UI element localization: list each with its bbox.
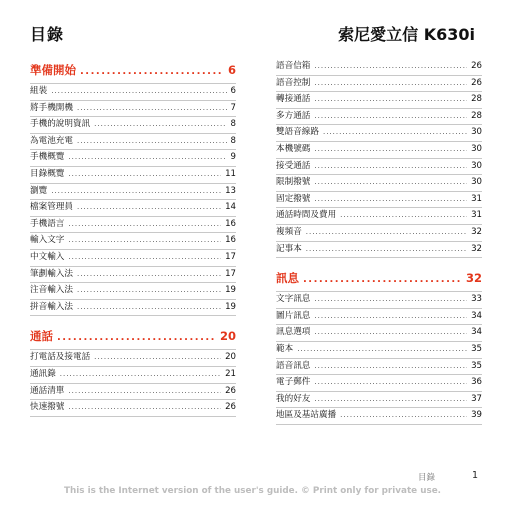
dot-leader <box>303 269 462 291</box>
toc-entry[interactable] <box>30 200 236 217</box>
entry-title: 中文輸入 <box>30 251 65 262</box>
dot-leader <box>306 225 467 241</box>
toc-entry[interactable] <box>276 159 482 176</box>
page-number: 26 <box>225 385 236 396</box>
dot-leader <box>314 325 467 341</box>
toc-entry[interactable] <box>30 400 236 417</box>
entry-title: 為電池充電 <box>30 135 73 146</box>
page-number: 7 <box>230 102 236 113</box>
page-number: 8 <box>230 119 236 130</box>
entry-title: 接受通話 <box>276 160 311 171</box>
dot-leader <box>68 384 221 400</box>
page-number: 39 <box>471 410 482 421</box>
entry-title: 雙語音線路 <box>276 127 319 138</box>
toc-entry[interactable] <box>276 142 482 159</box>
chapter-title: 通話 <box>30 329 53 344</box>
toc-entry[interactable] <box>276 208 482 225</box>
dot-leader <box>306 242 467 258</box>
toc-chapter-heading[interactable] <box>276 267 482 292</box>
entry-title: 圖片訊息 <box>276 310 311 321</box>
page-number: 6 <box>227 63 236 77</box>
toc-entry[interactable] <box>276 76 482 93</box>
entry-title: 筆劃輸入法 <box>30 268 73 279</box>
dot-leader <box>68 400 221 416</box>
dot-leader <box>94 350 221 366</box>
section-spacer <box>30 316 236 325</box>
toc-entry[interactable] <box>30 367 236 384</box>
dot-leader <box>77 134 227 150</box>
dot-leader <box>68 150 226 166</box>
entry-title: 記事本 <box>276 243 302 254</box>
page-number: 30 <box>471 177 482 188</box>
toc-entry[interactable] <box>30 184 236 201</box>
page-number: 11 <box>225 168 236 179</box>
dot-leader <box>314 159 467 175</box>
page-number: 20 <box>225 352 236 363</box>
entry-title: 轉接通話 <box>276 94 311 105</box>
toc-entry[interactable] <box>276 325 482 342</box>
entry-title: 語音信箱 <box>276 61 311 71</box>
entry-title: 限制撥號 <box>276 177 311 188</box>
page-number: 26 <box>225 402 236 413</box>
page-number: 26 <box>471 77 482 88</box>
entry-title: 手機的說明資訊 <box>30 119 91 130</box>
toc-entry[interactable] <box>276 125 482 142</box>
toc-entry[interactable] <box>30 167 236 184</box>
section-spacer <box>276 258 482 267</box>
toc-entry[interactable] <box>30 384 236 401</box>
toc-entry[interactable] <box>30 134 236 151</box>
toc-entry[interactable] <box>30 101 236 118</box>
entry-title: 手機概覽 <box>30 152 65 163</box>
page-number: 6 <box>230 86 236 96</box>
page-number: 32 <box>471 243 482 254</box>
toc-entry[interactable] <box>30 117 236 134</box>
page-number: 16 <box>225 235 236 246</box>
page-title: 目錄 <box>30 25 65 44</box>
dot-leader <box>77 267 221 283</box>
page-number: 16 <box>225 218 236 229</box>
toc-entry[interactable] <box>276 342 482 359</box>
dot-leader <box>51 184 221 200</box>
toc-entry[interactable] <box>276 392 482 409</box>
page-number: 31 <box>471 210 482 221</box>
page-number: 34 <box>471 327 482 338</box>
dot-leader <box>314 392 467 408</box>
dot-leader <box>68 250 221 266</box>
entry-title: 拼音輸入法 <box>30 301 73 312</box>
page-number: 30 <box>471 143 482 154</box>
page-number: 37 <box>471 393 482 404</box>
page-number: 28 <box>471 94 482 105</box>
dot-leader <box>51 84 226 100</box>
page-number: 14 <box>225 202 236 213</box>
page-number: 21 <box>225 368 236 379</box>
footer-page-number: 1 <box>472 470 479 481</box>
toc-chapter-heading[interactable] <box>30 59 236 84</box>
dot-leader <box>68 233 221 249</box>
entry-title: 快速撥號 <box>30 402 65 413</box>
entry-title: 檔案管理員 <box>30 202 73 213</box>
dot-leader <box>314 359 467 375</box>
page-number: 30 <box>471 160 482 171</box>
toc-entry[interactable] <box>30 150 236 167</box>
page-number: 8 <box>230 135 236 146</box>
entry-title: 本機號碼 <box>276 143 311 154</box>
dot-leader <box>68 167 221 183</box>
dot-leader <box>57 327 216 349</box>
dot-leader <box>314 142 467 158</box>
toc-entry[interactable] <box>30 84 236 101</box>
dot-leader <box>80 61 224 83</box>
entry-title: 手機語言 <box>30 218 65 229</box>
dot-leader <box>314 59 467 75</box>
page-number: 34 <box>471 310 482 321</box>
entry-title: 打電話及接電話 <box>30 352 91 363</box>
entry-title: 固定撥號 <box>276 193 311 204</box>
watermark-text: This is the Internet version of the user's guide. © Print only for private use. <box>64 486 441 496</box>
toc-entry[interactable] <box>276 309 482 326</box>
toc-entry[interactable] <box>30 350 236 367</box>
page-number: 19 <box>225 285 236 296</box>
toc-entry[interactable] <box>276 359 482 376</box>
toc-entry[interactable] <box>276 375 482 392</box>
entry-title: 訊息選項 <box>276 327 311 338</box>
entry-title: 語音控制 <box>276 77 311 88</box>
dot-leader <box>77 101 227 117</box>
entry-title: 複頻音 <box>276 226 302 237</box>
chapter-title: 準備開始 <box>30 63 76 77</box>
entry-title: 將手機開機 <box>30 102 73 113</box>
page-number: 26 <box>471 61 482 71</box>
toc-right-column <box>276 59 482 425</box>
dot-leader <box>314 76 467 92</box>
toc-entry[interactable] <box>30 267 236 284</box>
product-title: 索尼愛立信 K630i <box>338 25 475 44</box>
dot-leader <box>340 408 467 424</box>
dot-leader <box>314 292 467 308</box>
dot-leader <box>77 283 221 299</box>
toc-entry[interactable] <box>276 92 482 109</box>
entry-title: 組裝 <box>30 86 48 96</box>
dot-leader <box>68 217 221 233</box>
dot-leader <box>60 367 221 383</box>
dot-leader <box>77 300 221 316</box>
toc-entry[interactable] <box>30 300 236 317</box>
entry-title: 通訊錄 <box>30 368 56 379</box>
toc-entry[interactable] <box>30 217 236 234</box>
page-number: 32 <box>465 271 482 286</box>
toc-entry[interactable] <box>276 192 482 209</box>
entry-title: 語音訊息 <box>276 360 311 371</box>
entry-title: 多方通話 <box>276 110 311 121</box>
page-number: 19 <box>225 301 236 312</box>
entry-title: 範本 <box>276 343 294 354</box>
entry-title: 我的好友 <box>276 393 311 404</box>
page-number: 9 <box>230 152 236 163</box>
chapter-title: 訊息 <box>276 271 299 286</box>
entry-title: 目錄概覽 <box>30 168 65 179</box>
toc-entry[interactable] <box>276 292 482 309</box>
toc-entry[interactable] <box>276 59 482 76</box>
entry-title: 通話清單 <box>30 385 65 396</box>
toc-entry[interactable] <box>276 408 482 425</box>
entry-title: 地區及基站廣播 <box>276 410 337 421</box>
page-number: 36 <box>471 377 482 388</box>
entry-title: 輸入文字 <box>30 235 65 246</box>
toc-left-column <box>30 59 236 417</box>
entry-title: 通話時間及費用 <box>276 210 337 221</box>
entry-title: 文字訊息 <box>276 294 311 305</box>
toc-entry[interactable] <box>30 250 236 267</box>
dot-leader <box>314 375 467 391</box>
page-number: 35 <box>471 360 482 371</box>
dot-leader <box>314 175 467 191</box>
footer-section-label: 目錄 <box>418 473 436 483</box>
toc-entry[interactable] <box>276 242 482 259</box>
dot-leader <box>77 200 221 216</box>
dot-leader <box>340 208 467 224</box>
page-number: 28 <box>471 110 482 121</box>
toc-entry[interactable] <box>30 283 236 300</box>
dot-leader <box>314 192 467 208</box>
page-number: 30 <box>471 127 482 138</box>
toc-chapter-heading[interactable] <box>30 325 236 350</box>
toc-entry[interactable] <box>30 233 236 250</box>
toc-entry[interactable] <box>276 109 482 126</box>
page-number: 13 <box>225 185 236 196</box>
dot-leader <box>314 92 467 108</box>
page-number: 20 <box>219 329 236 344</box>
page-number: 31 <box>471 193 482 204</box>
toc-entry[interactable] <box>276 225 482 242</box>
entry-title: 注音輸入法 <box>30 285 73 296</box>
entry-title: 電子郵件 <box>276 377 311 388</box>
page-number: 32 <box>471 226 482 237</box>
page-number: 35 <box>471 343 482 354</box>
dot-leader <box>314 109 467 125</box>
dot-leader <box>314 309 467 325</box>
dot-leader <box>297 342 467 358</box>
page-number: 33 <box>471 294 482 305</box>
entry-title: 瀏覽 <box>30 185 48 196</box>
dot-leader <box>323 125 467 141</box>
toc-entry[interactable] <box>276 175 482 192</box>
page-number: 17 <box>225 268 236 279</box>
page-number: 17 <box>225 251 236 262</box>
dot-leader <box>94 117 226 133</box>
